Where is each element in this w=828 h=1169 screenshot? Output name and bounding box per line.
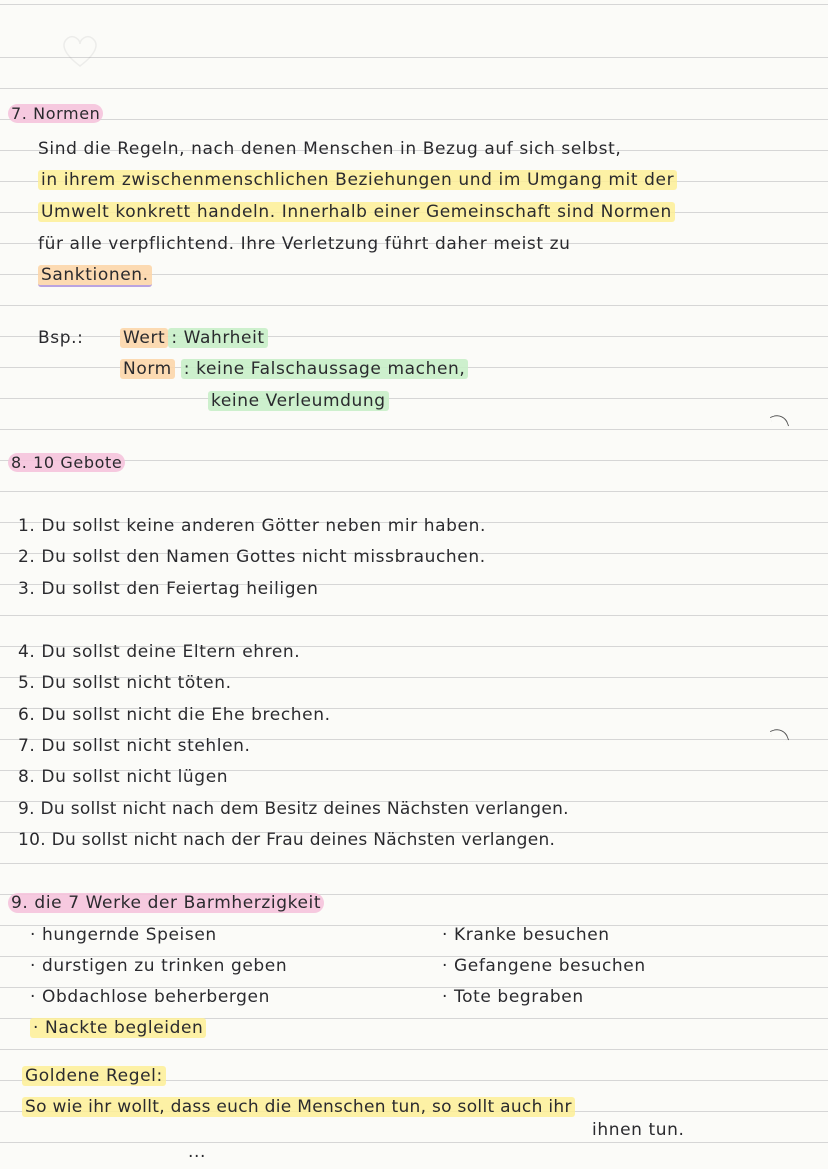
norm-definition-line-1: Sind die Regeln, nach denen Menschen in Bezug auf sich selbst,	[38, 139, 622, 159]
commandment-3: 3. Du sollst den Feiertag heiligen	[18, 579, 319, 599]
section-8-heading	[8, 453, 125, 472]
norm-definition-line-3-text: Umwelt konkrett handeln. Innerhalb einer Gemeinschaft sind Normen	[38, 202, 675, 222]
commandment-8: 8. Du sollst nicht lügen	[18, 767, 229, 787]
heart-doodle-icon	[60, 34, 100, 68]
commandment-7: 7. Du sollst nicht stehlen.	[18, 736, 251, 756]
commandment-2: 2. Du sollst den Namen Gottes nicht missbrauchen.	[18, 547, 486, 567]
section-9-heading	[8, 893, 324, 913]
mercy-work-4	[30, 1018, 206, 1038]
norm-definition-line-5	[38, 265, 152, 285]
wert-row	[120, 328, 268, 348]
golden-rule-heading-text: Goldene Regel:	[22, 1066, 166, 1086]
wert-value: : Wahrheit	[168, 328, 267, 348]
section-9-heading-text: 9. die 7 Werke der Barmherzigkeit	[8, 893, 324, 913]
norm-definition-line-3	[38, 202, 675, 222]
commandment-6: 6. Du sollst nicht die Ehe brechen.	[18, 705, 331, 725]
mercy-work-6: · Gefangene besuchen	[442, 956, 646, 976]
section-8-heading-text: 8. 10 Gebote	[8, 453, 125, 472]
mercy-work-7: · Tote begraben	[442, 987, 584, 1007]
commandment-9: 9. Du sollst nicht nach dem Besitz deines Nächsten verlangen.	[18, 799, 569, 819]
section-7-heading	[8, 104, 103, 123]
norm-definition-line-2	[38, 170, 677, 190]
commandment-5: 5. Du sollst nicht töten.	[18, 673, 232, 693]
norm-definition-line-2-text: in ihrem zwischenmenschlichen Beziehungen und im Umgang mit der	[38, 170, 677, 190]
norm-row-1	[120, 359, 468, 379]
mercy-work-5: · Kranke besuchen	[442, 925, 610, 945]
golden-rule-line-1	[22, 1097, 575, 1117]
mercy-work-2: · durstigen zu trinken geben	[30, 956, 288, 976]
example-label: Bsp.:	[38, 328, 84, 348]
mercy-work-1: · hungernde Speisen	[30, 925, 217, 945]
ellipsis: ...	[188, 1142, 207, 1162]
golden-rule-line-2: ihnen tun.	[592, 1120, 685, 1140]
corner-doodle-icon-2	[770, 726, 789, 745]
sanktionen-text: Sanktionen.	[38, 265, 152, 287]
commandment-1: 1. Du sollst keine anderen Götter neben mir haben.	[18, 516, 486, 536]
section-7-heading-text: 7. Normen	[8, 104, 103, 123]
norm-value-2: keine Verleumdung	[208, 391, 389, 411]
norm-row-2	[208, 391, 389, 411]
mercy-work-4-text: · Nackte begleiden	[30, 1018, 206, 1038]
norm-label: Norm	[120, 359, 175, 379]
golden-rule-line-1-text: So wie ihr wollt, dass euch die Menschen tun, so sollt auch ihr	[22, 1097, 575, 1117]
wert-label: Wert	[120, 328, 168, 348]
corner-doodle-icon	[770, 412, 789, 431]
commandment-4: 4. Du sollst deine Eltern ehren.	[18, 642, 301, 662]
norm-definition-line-4: für alle verpflichtend. Ihre Verletzung führt daher meist zu	[38, 234, 571, 254]
norm-value-1: : keine Falschaussage machen,	[181, 359, 469, 379]
commandment-10: 10. Du sollst nicht nach der Frau deines Nächsten verlangen.	[18, 830, 556, 850]
mercy-work-3: · Obdachlose beherbergen	[30, 987, 270, 1007]
golden-rule-heading	[22, 1066, 166, 1086]
